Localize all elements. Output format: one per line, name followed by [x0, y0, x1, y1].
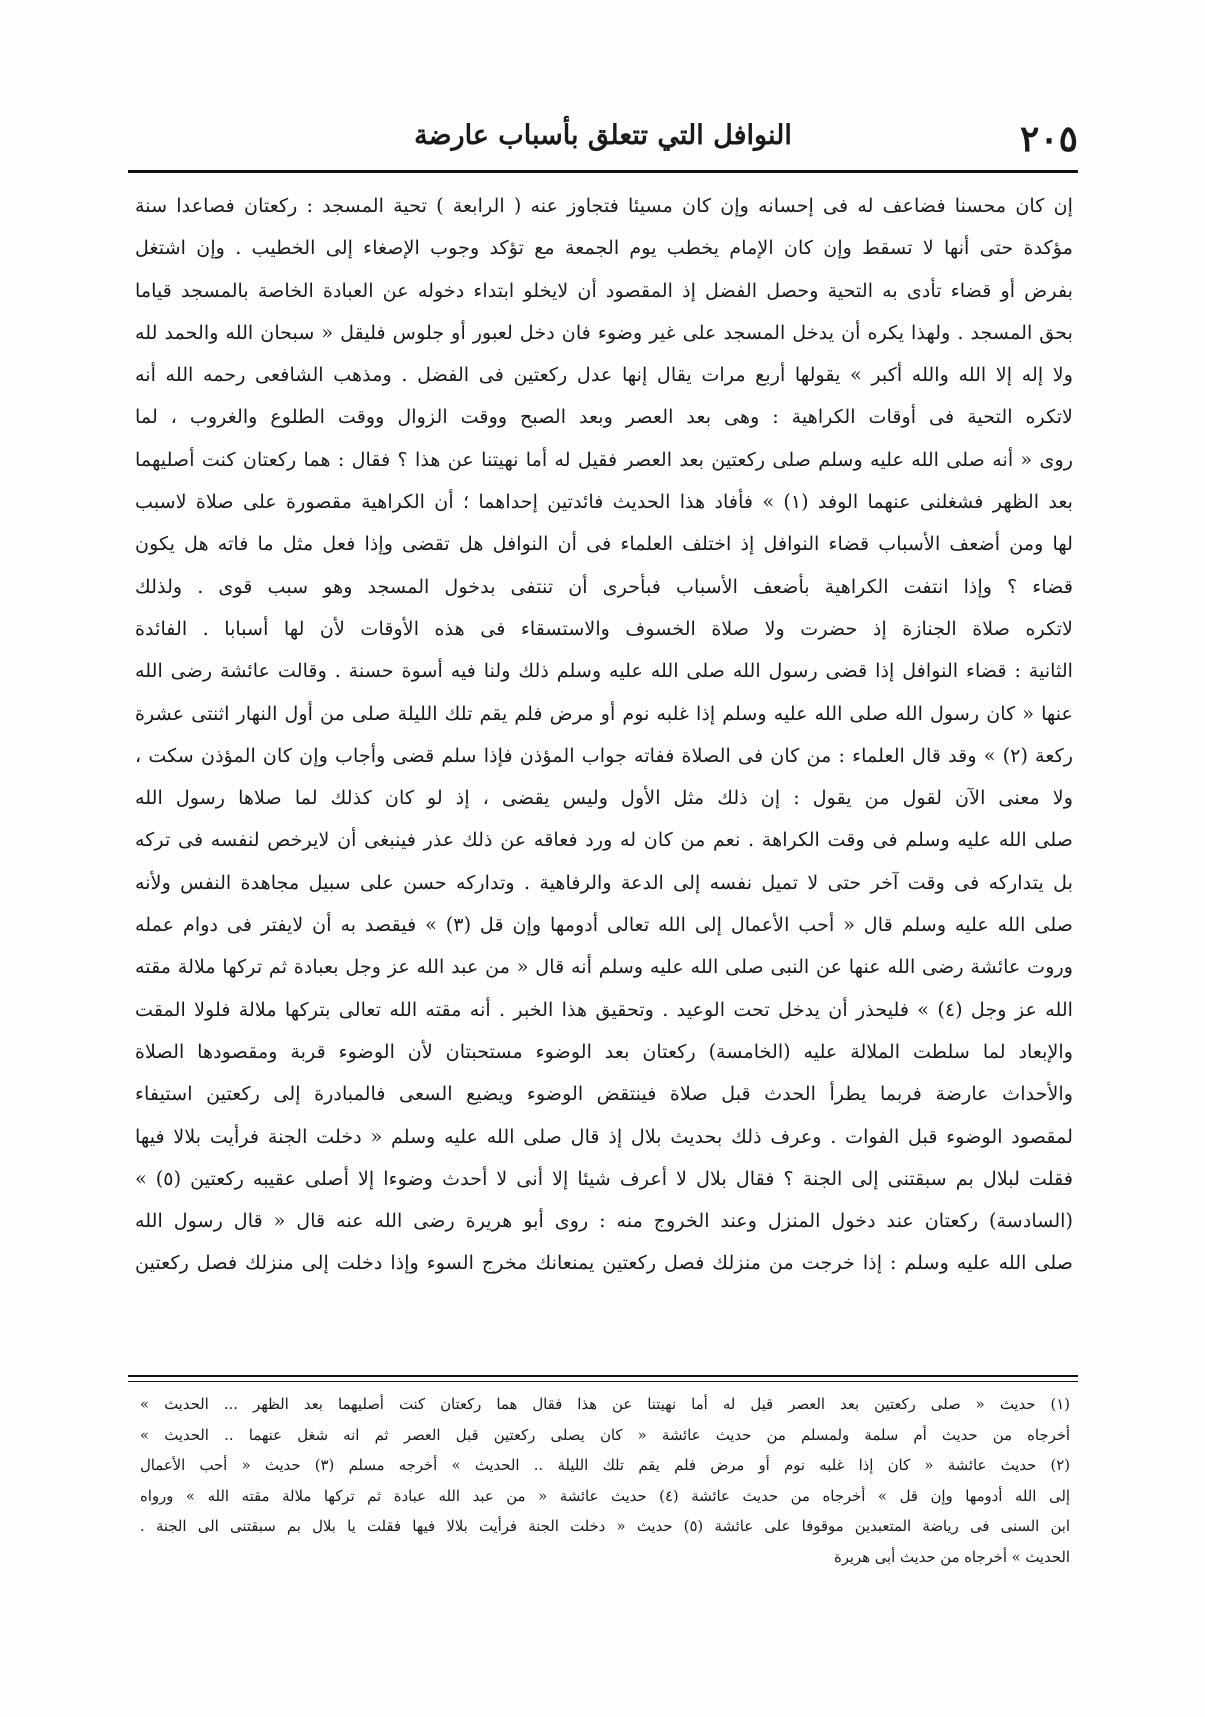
text-line: الثانية : قضاء النوافل إذا قضى رسول الله صلى الله عليه وسلم ذلك ولنا فيه أسوة حسنة . وقالت عائشة رضى الله	[135, 659, 1073, 683]
text-line: بفرض أو قضاء تأدى به التحية وحصل الفضل إذ المقصود أن لايخلو ابتداء دخوله عن العبادة الخاصة بالمسجد قياما	[135, 278, 1073, 302]
text-line: لمقصود الوضوء قبل الفوات . وعرف ذلك بحديث بلال إذ قال صلى الله عليه وسلم « دخلت الجنة فرأيت بلالا فيها	[135, 1124, 1073, 1148]
text-line: بحق المسجد . ولهذا يكره أن يدخل المسجد على غير وضوء فان دخل لعبور أو جلوس فليقل « سبحان الله والحمد لله	[135, 320, 1073, 344]
text-line: (السادسة) ركعتان عند دخول المنزل وعند الخروج منه : روى أبو هريرة رضى الله عنه قال « قال رسول الله	[135, 1209, 1073, 1233]
text-line: صلى الله عليه وسلم : إذا خرجت من منزلك فصل ركعتين يمنعانك مخرج السوء وإذا دخلت إلى منزلك فصل ركعتين	[135, 1251, 1073, 1275]
text-line: بل يتداركه فى وقت آخر حتى لا تميل نفسه إلى الدعة والرفاهية . وتداركه حسن على سبيل مجاهدة النفس ولأنه	[135, 870, 1073, 894]
text-line: ولا معنى الآن لقول من يقول : إن ذلك مثل الأول وليس يقضى ، إذ لو كان كذلك لما صلاها رسول الله	[135, 786, 1073, 810]
text-line: روى « أنه صلى الله عليه وسلم صلى ركعتين بعد العصر فقيل له أما نهيتنا عن هذا ؟ فقال : هما ركعتان كنت أصليهما	[135, 447, 1073, 471]
text-line: لاتكره التحية فى أوقات الكراهية : وهى بعد العصر وبعد الصبح ووقت الزوال ووقت الطلوع والغروب ، لما	[135, 405, 1073, 429]
footnote-separator	[128, 1375, 1078, 1382]
header-rule	[128, 170, 1078, 173]
text-line: عنها « كان رسول الله صلى الله عليه وسلم إذا غلبه نوم أو مرض فلم يقم تلك الليلة صلى من أول النهار اثنتى عشرة	[135, 701, 1073, 725]
footnote-line: إلى الله أدومها وإن قل » أخرجاه من حديث عائشة (٤) حديث عائشة « من عبد الله عبادة ثم تركها ملالة مقته الله » ورواه	[140, 1487, 1070, 1505]
text-line: الله عز وجل (٤) » فليحذر أن يدخل تحت الوعيد . وتحقيق هذا الخبر . أنه مقته الله تعالى بتركها ملالة فلولا المقت	[135, 997, 1073, 1021]
text-line: لاتكره صلاة الجنازة إذ حضرت ولا صلاة الخسوف والاستسقاء فى هذه الأوقات لأن لها أسبابا . الفائدة	[135, 616, 1073, 640]
footnote-line: الحديث » أخرجاه من حديث أبى هريرة	[833, 1548, 1070, 1566]
text-line: صلى الله عليه وسلم فى وقت الكراهة . نعم من كان له ورد فعاقه عن ذلك عذر فينبغى أن لايرخص لنفسه فى تركه	[135, 828, 1073, 852]
footnote-line: (١) حديث « صلى ركعتين بعد العصر قيل له أما نهيتنا عن هذا فقال هما ركعتان كنت أصليهما بعد الظهر ... الحديث »	[140, 1396, 1070, 1413]
text-line: مؤكدة حتى أنها لا تسقط وإن كان الإمام يخطب يوم الجمعة مع تؤكد وجوب الإصغاء إلى الخطيب . وإن اشتغل	[135, 236, 1073, 260]
text-line: قضاء ؟ وإذا انتفت الكراهية بأضعف الأسباب فبأحرى أن تنتفى بدخول المسجد وهو سبب قوى . ولذلك	[135, 574, 1073, 598]
footnotes	[140, 1390, 1070, 1573]
text-line: فقلت لبلال بم سبقتنى إلى الجنة ؟ فقال بلال لا أعرف شيئا إلا أنى لا أحدث وضوءا إلا أصلى عقيبه ركعتين (٥) »	[135, 1166, 1073, 1190]
text-line: وروت عائشة رضى الله عنها عن النبى صلى الله عليه وسلم أنه قال « من عبد الله عز وجل بعبادة ثم تركها ملالة مقته	[135, 955, 1073, 979]
text-line: لها ومن أضعف الأسباب قضاء النوافل إذ اختلف العلماء فى أن النوافل هل تقضى وإذا فعل مثل ما فاته هل يكون	[135, 532, 1073, 556]
footnote-line: أخرجاه من حديث أم سلمة ولمسلم من حديث عائشة « كان يصلى ركعتين قبل العصر ثم انه شغل عنهما .. الحديث »	[140, 1426, 1070, 1444]
text-line: والأحداث عارضة فربما يطرأ الحدث قبل صلاة فينتقض الوضوء ويضيع السعى فالمبادرة إلى ركعتين استيفاء	[135, 1082, 1073, 1106]
text-line: صلى الله عليه وسلم قال « أحب الأعمال إلى الله تعالى أدومها وإن قل (٣) » فيقصد به أن لايفتر فى دوام عمله	[135, 913, 1073, 937]
text-line: والإبعاد لما سلطت الملالة عليه (الخامسة) ركعتان بعد الوضوء مستحبتان لأن الوضوء قربة ومقصودها الصلاة	[135, 1039, 1073, 1063]
running-title: النوافل التي تتعلق بأسباب عارضة	[414, 120, 792, 151]
footnote-line: (٢) حديث عائشة « كان إذا غلبه نوم أو مرض فلم يقم تلك الليلة .. الحديث » أخرجه مسلم (٣) حديث « أحب الأعمال	[140, 1457, 1070, 1474]
page-header	[128, 118, 1078, 164]
text-line: بعد الظهر فشغلنى عنهما الوفد (١) » فأفاد هذا الحديث فائدتين إحداهما ؛ أن الكراهية مقصورة على صلاة لاسبب	[135, 490, 1073, 514]
main-text	[135, 185, 1073, 1285]
text-line: ولا إله إلا الله والله أكبر » يقولها أربع مرات يقال إنها عدل ركعتين فى الفضل . ومذهب الشافعى رحمه الله أنه	[135, 363, 1073, 387]
page-number: ٢٠٥	[1019, 118, 1078, 160]
text-line: إن كان محسنا فضاعف له فى إحسانه وإن كان مسيئا فتجاوز عنه ( الرابعة ) تحية المسجد : ركعتان فصاعدا سنة	[135, 194, 1073, 217]
footnote-line: ابن السنى فى رياضة المتعبدين موقوفا على عائشة (٥) حديث « دخلت الجنة فرأيت بلالا فيها فقلت يا بلال بم سبقتنى الى الجنة .	[140, 1518, 1070, 1535]
text-line: ركعة (٢) » وقد قال العلماء : من كان فى الصلاة ففاته جواب المؤذن فإذا سلم قضى وأجاب وإن كان المؤذن سكت ،	[135, 743, 1073, 767]
